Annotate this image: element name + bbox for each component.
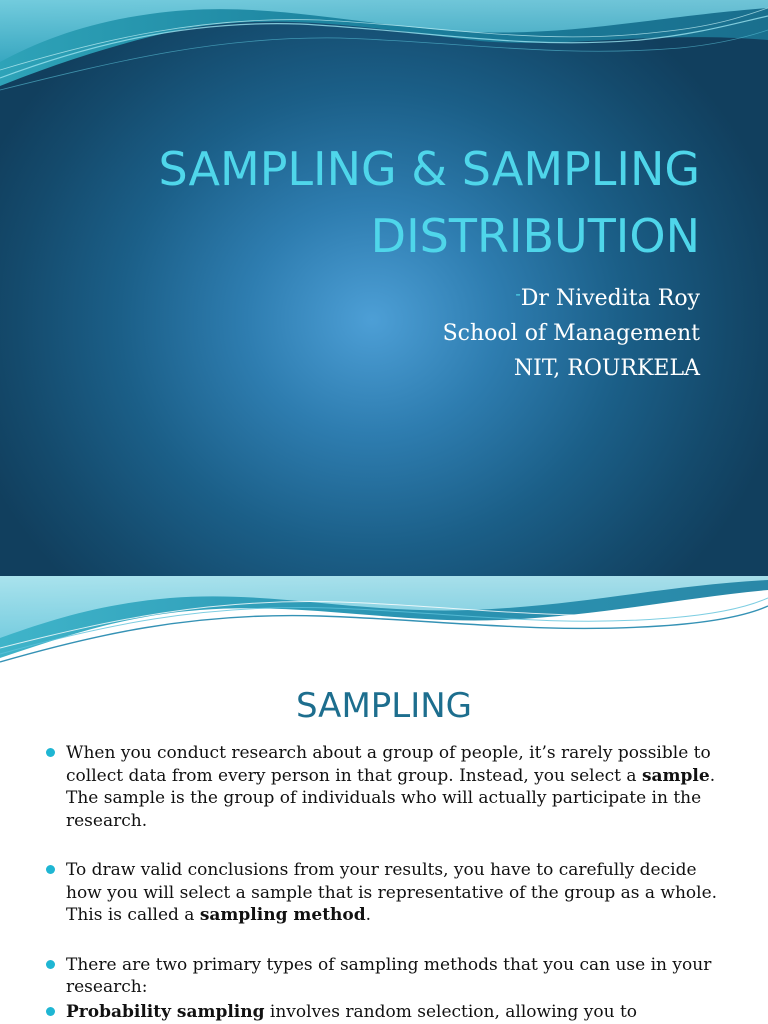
title-line-1: SAMPLING & SAMPLING [158, 142, 700, 196]
wave-decoration [0, 0, 768, 100]
bullet-bold-term: sampling method [199, 905, 366, 925]
bullet-dot-icon [46, 865, 55, 874]
bullet-dot-icon [46, 748, 55, 757]
content-slide [0, 576, 768, 1024]
author-dash: - [515, 284, 521, 303]
bullet-item [46, 859, 726, 927]
bullet-text: To draw valid conclusions from your results, you have to carefully decide how you will select a sample that is representative of the group as a whole. This is called a [66, 860, 718, 925]
bullet-dot-icon [46, 1007, 55, 1016]
bullet-item [46, 742, 726, 832]
wave-decoration [0, 576, 768, 668]
department-line: School of Management [442, 321, 700, 346]
slide-heading: SAMPLING [295, 686, 473, 726]
bullet-item [46, 954, 726, 999]
bullet-text: . The sample is the group of individuals who will actually participate in the research. [66, 765, 716, 831]
bullet-bold-term: Probability sampling [66, 1001, 265, 1022]
bullet-text: When you conduct research about a group of people, it’s rarely possible to collect data from every person in that group. Instead, you select a [66, 743, 711, 786]
bullet-item [46, 1001, 726, 1024]
bullet-dot-icon [46, 960, 55, 969]
title-line-2: DISTRIBUTION [370, 209, 700, 263]
bullet-text: involves random selection, allowing you to [264, 1001, 638, 1022]
bullet-list [46, 742, 726, 1024]
bullet-bold-term: sample [641, 765, 710, 786]
author-name: Dr Nivedita Roy [520, 286, 700, 311]
slide-title [60, 136, 700, 270]
author-line [200, 276, 700, 316]
bullet-text: There are two primary types of sampling methods that you can use in your research: [66, 954, 712, 997]
institute-line: NIT, ROURKELA [513, 356, 700, 381]
subtitle-block [200, 276, 700, 386]
bullet-text: . [365, 905, 372, 925]
